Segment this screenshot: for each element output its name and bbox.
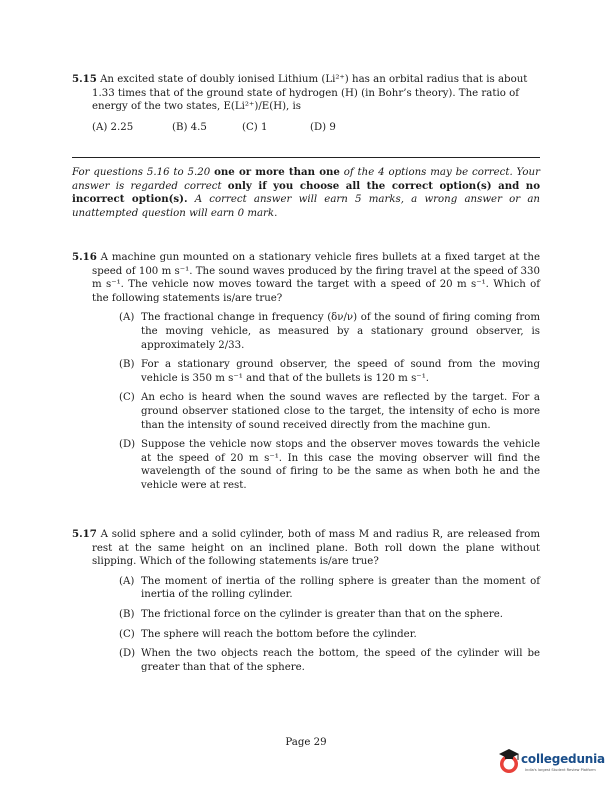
question-5-16 (72, 251, 540, 499)
option-text: The frictional force on the cylinder is greater than that on the sphere. (141, 608, 504, 620)
question-text-line: energy of the two states, E(Li²⁺)/E(H), is (92, 101, 302, 113)
question-text-line: 1.33 times that of the ground state of hydrogen (H) (in Bohr’s theory). The ratio of (92, 87, 519, 99)
instruction-text: A correct answer will earn 5 marks, a wrong answer or an unattempted question will earn 0 mark. (72, 194, 540, 219)
option-b: (B) 4.5 (172, 121, 207, 133)
option-b (119, 358, 540, 385)
question-number: 5.16 (72, 251, 97, 263)
instruction-text: For questions 5.16 to 5.20 (72, 167, 211, 178)
question-text-line: An excited state of doubly ionised Lithium (Li²⁺) has an orbital radius that is about (100, 74, 528, 85)
option-label: (D) (119, 439, 136, 451)
option-d: (D) 9 (310, 121, 336, 133)
section-divider (72, 157, 540, 158)
option-text: The sphere will reach the bottom before the cylinder. (141, 628, 417, 640)
question-5-17 (72, 528, 540, 680)
page-number: Page 29 (285, 737, 327, 748)
option-text: For a stationary ground observer, the speed of sound from the moving vehicle is 350 m s⁻¹ and that of the bullets is 120 m s⁻¹. (141, 359, 540, 384)
option-d (119, 647, 540, 674)
option-label: (A) (119, 312, 135, 324)
logo-tagline: India's largest Student Review Platform (525, 768, 596, 772)
option-label: (D) (119, 648, 136, 660)
option-list (72, 575, 540, 675)
option-label: (B) (119, 359, 135, 371)
option-c (119, 628, 540, 642)
option-label: (B) (119, 608, 135, 620)
question-number: 5.17 (72, 528, 97, 540)
collegedunia-logo[interactable] (497, 748, 605, 778)
option-text: Suppose the vehicle now stops and the observer moves towards the vehicle at the speed of 20 m s⁻¹. In this case the moving observer will find the wavelength of the sound of firing to be the same as when both he and the vehicle were at rest. (141, 439, 540, 491)
instruction-emphasis: only if you choose all the correct option(s) and no incorrect option(s). (72, 179, 540, 206)
question-text: A machine gun mounted on a stationary vehicle fires bullets at a fixed target at the speed of 100 m s⁻¹. The sound waves produced by the firing travel at the speed of 330 m s⁻¹. The vehicle now moves toward the target with a speed of 20 m s⁻¹. Which of the following statements is/are true? (92, 252, 540, 304)
instruction-text: of the 4 options may be correct. Your answer is regarded correct (72, 167, 540, 192)
option-c: (C) 1 (242, 121, 268, 133)
option-text: The moment of inertia of the rolling sphere is greater than the moment of inertia of the rolling cylinder. (141, 575, 540, 601)
graduation-cap-icon (497, 748, 523, 776)
option-list (72, 311, 540, 492)
option-text: An echo is heard when the sound waves are reflected by the target. For a ground observer stationed close to the target, the intensity of echo is more than the intensity of sound received directly from the machine gun. (141, 392, 540, 431)
option-a: (A) 2.25 (92, 121, 134, 133)
question-5-15 (72, 73, 540, 134)
option-label: (C) (119, 392, 135, 404)
answer-options (72, 121, 540, 135)
question-number: 5.15 (72, 73, 97, 85)
instruction-emphasis: one or more than one (214, 166, 340, 178)
option-label: (A) (119, 575, 135, 587)
question-text: A solid sphere and a solid cylinder, both of mass M and radius R, are released from rest at the same height on an inclined plane. Both roll down the plane without slipping. Which of the following statements is/are true? (92, 529, 540, 568)
option-d (119, 438, 540, 492)
option-a (119, 311, 540, 352)
option-b (119, 608, 540, 622)
option-c (119, 391, 540, 432)
logo-wordmark: collegedunia (521, 752, 605, 766)
option-a (119, 575, 540, 602)
option-text: When the two objects reach the bottom, the speed of the cylinder will be greater than that of the sphere. (141, 648, 540, 673)
section-instructions (72, 166, 540, 220)
option-label: (C) (119, 628, 135, 640)
option-text: The fractional change in frequency (δν/ν) of the sound of firing coming from the moving vehicle, as measured by a stationary ground observer, is approximately 2/33. (141, 312, 540, 351)
